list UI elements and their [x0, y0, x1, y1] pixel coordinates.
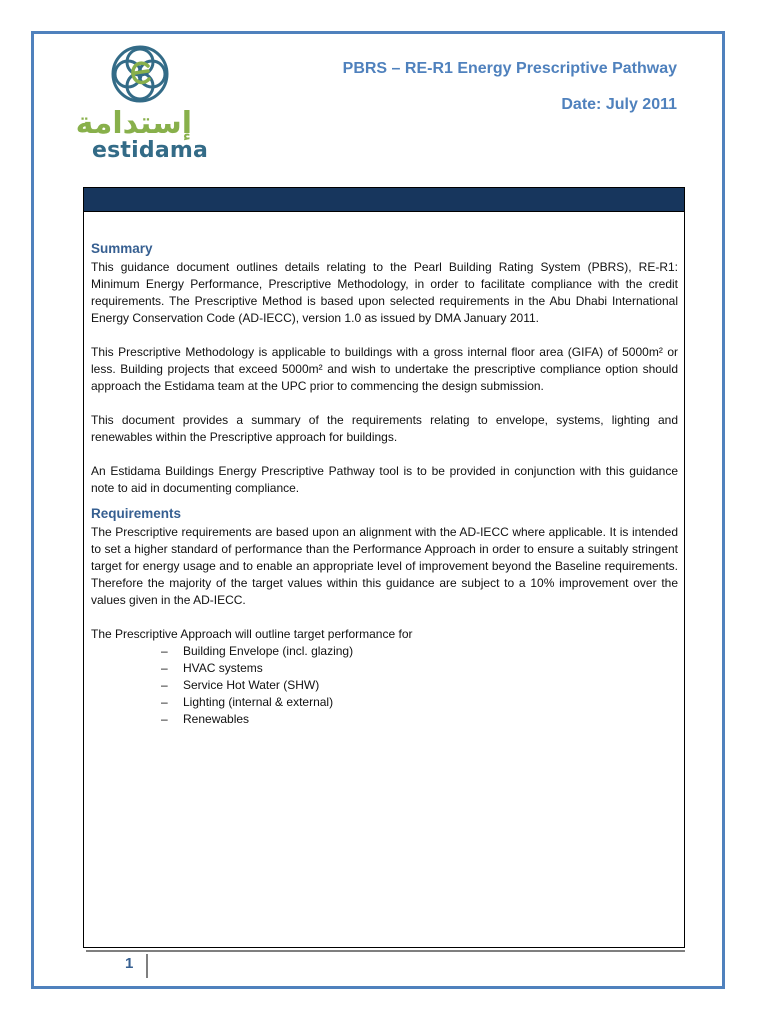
list-bullet: –: [161, 661, 168, 675]
footer-rule: [86, 950, 685, 952]
list-bullet: –: [161, 712, 168, 726]
document-title: PBRS – RE-R1 Energy Prescriptive Pathway: [342, 60, 677, 77]
requirements-heading: Requirements: [91, 506, 182, 521]
list-item: [91, 643, 678, 660]
list-item-text: Building Envelope (incl. glazing): [183, 644, 354, 658]
requirements-paragraph: The Prescriptive requirements are based upon an alignment with the AD-IECC where applicable. It is intended to set a higher standard of performance than the Performance Approach in order to ensure a suitably stringent target for energy usage and to enable an appropriate level of improvement beyond the Baseline requirements. Therefore the majority of the target values within this guidance are subject to a 10% improvement over the values given in the AD-IECC.: [91, 525, 678, 607]
list-item: [91, 660, 678, 677]
list-item-text: Service Hot Water (SHW): [183, 678, 320, 692]
page-number-divider: [146, 954, 148, 978]
requirements-list: [91, 643, 678, 728]
summary-paragraph-3: This document provides a summary of the requirements relating to envelope, systems, lighting and renewables within the Prescriptive approach for buildings.: [91, 413, 678, 444]
estidama-logo: [75, 42, 209, 163]
logo-emblem-icon: [108, 42, 172, 106]
summary-heading: Summary: [91, 241, 153, 256]
list-item-text: HVAC systems: [183, 661, 263, 675]
body-text: [91, 240, 678, 728]
summary-paragraph-1: This guidance document outlines details relating to the Pearl Building Rating System (PBRS), RE-R1: Minimum Energy Performance, Prescriptive Methodology, in order to facilitate compliance with the credit requirements. The Prescriptive Method is based upon selected requirements in the Abu Dhabi International Energy Conservation Code (AD-IECC), version 1.0 as issued by DMA January 2011.: [91, 260, 678, 325]
header-bar: [84, 188, 684, 212]
content-box: [83, 187, 685, 948]
list-item: [91, 677, 678, 694]
logo-latin-wordmark: estidama: [92, 138, 209, 163]
document-date: Date: July 2011: [561, 96, 677, 113]
list-item: [91, 711, 678, 728]
list-item: [91, 694, 678, 711]
logo-arabic-wordmark: إستدامة: [75, 106, 192, 141]
list-item-text: Renewables: [183, 712, 250, 726]
summary-paragraph-4: An Estidama Buildings Energy Prescriptive Pathway tool is to be provided in conjunction with this guidance note to aid in documenting compliance.: [91, 464, 678, 495]
list-item-text: Lighting (internal & external): [183, 695, 334, 709]
requirements-list-intro: The Prescriptive Approach will outline target performance for: [91, 627, 413, 641]
list-bullet: –: [161, 678, 168, 692]
list-bullet: –: [161, 695, 168, 709]
list-bullet: –: [161, 644, 168, 658]
page-number: 1: [125, 955, 134, 972]
summary-paragraph-2: This Prescriptive Methodology is applicable to buildings with a gross internal floor area (GIFA) of 5000m² or less. Building projects that exceed 5000m² and wish to undertake the prescriptive compliance option should approach the Estidama team at the UPC prior to commencing the design submission.: [91, 345, 678, 393]
